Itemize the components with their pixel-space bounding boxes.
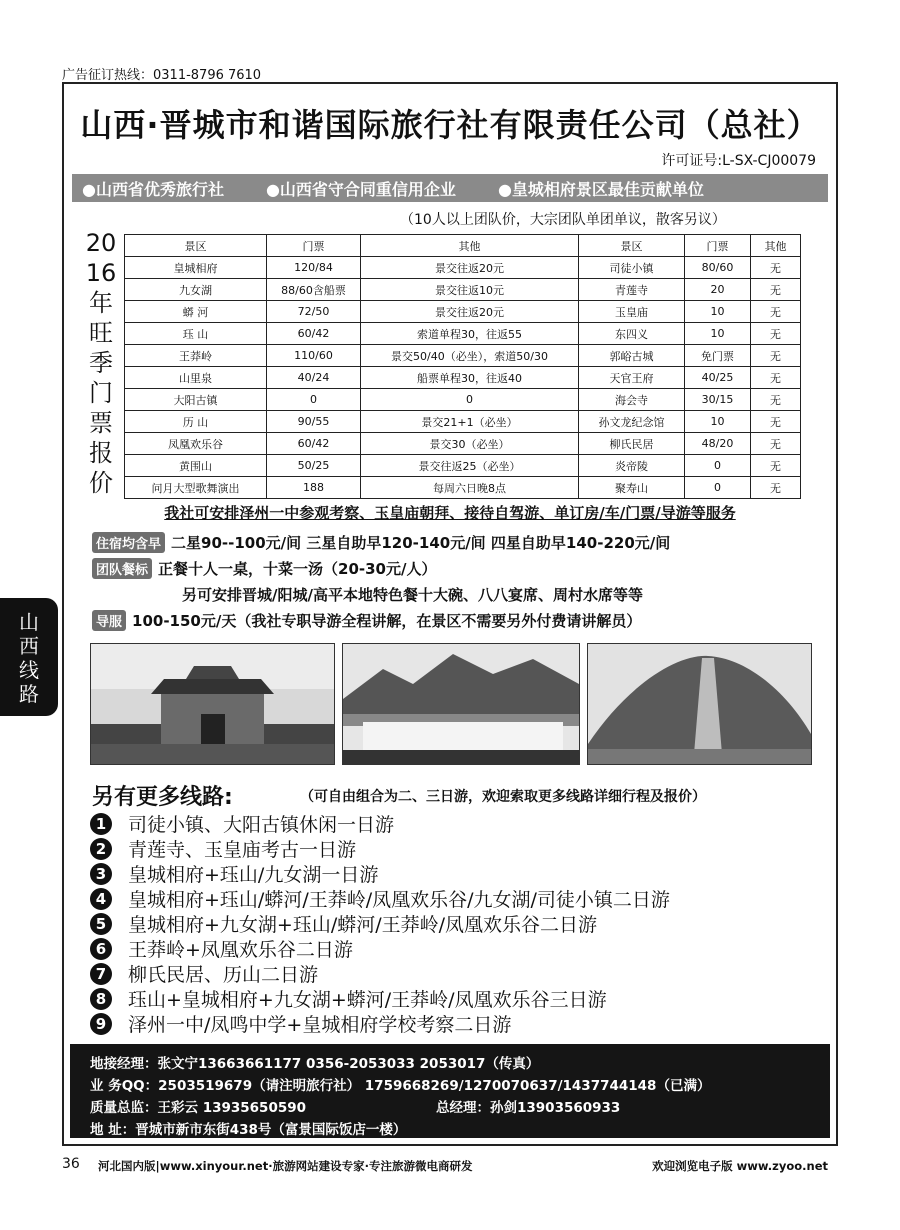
table-cell: 青莲寺 <box>579 279 685 301</box>
side-tab-text: 山西线路 <box>19 610 39 706</box>
table-row <box>125 455 801 477</box>
table-header-cell: 门票 <box>685 235 751 257</box>
table-cell: 蟒 河 <box>125 301 267 323</box>
services-line: 我社可安排泽州一中参观考察、玉皇庙朝拜、接待自驾游、单订房/车/门票/导游等服务 <box>164 504 736 522</box>
table-cell: 80/60 <box>685 257 751 279</box>
table-cell: 无 <box>751 433 801 455</box>
table-cell: 历 山 <box>125 411 267 433</box>
table-cell: 景交往返10元 <box>361 279 579 301</box>
route-text: 王莽岭+凤凰欢乐谷二日游 <box>128 939 353 961</box>
table-cell: 10 <box>685 301 751 323</box>
table-cell: 无 <box>751 279 801 301</box>
route-text: 珏山+皇城相府+九女湖+蟒河/王莽岭/凤凰欢乐谷三日游 <box>128 989 607 1011</box>
meals-label: 团队餐标 <box>92 558 152 579</box>
table-cell: 海会寺 <box>579 389 685 411</box>
route-text: 青莲寺、玉皇庙考古一日游 <box>128 839 357 861</box>
ticket-price-table <box>124 234 801 499</box>
route-item <box>90 985 607 1012</box>
table-cell: 10 <box>685 323 751 345</box>
route-text: 司徒小镇、大阳古镇休闲一日游 <box>128 814 395 836</box>
table-cell: 10 <box>685 411 751 433</box>
table-cell: 景交往返20元 <box>361 301 579 323</box>
table-row <box>125 477 801 499</box>
photo-mountain-steps <box>587 643 812 765</box>
guide-text: 100-150元/天（我社专职导游全程讲解，在景区不需要另外付费请讲解员） <box>132 612 642 630</box>
route-number: 9 <box>90 1013 112 1035</box>
table-cell: 110/60 <box>267 345 361 367</box>
honors-bar <box>72 174 828 202</box>
table-cell: 0 <box>361 389 579 411</box>
table-cell: 72/50 <box>267 301 361 323</box>
table-row <box>125 367 801 389</box>
footer-left: 河北国内版|www.xinyour.net·旅游网站建设专家·专注旅游微电商研发 <box>98 1159 473 1173</box>
table-cell: 60/42 <box>267 323 361 345</box>
table-cell: 孙文龙纪念馆 <box>579 411 685 433</box>
table-row <box>125 345 801 367</box>
contact-qq: 业 务QQ：2503519679（请注明旅行社） 1759668269/1270070637/1437744148（已满） <box>90 1078 711 1094</box>
meals-line <box>92 558 436 579</box>
route-number: 2 <box>90 838 112 860</box>
table-cell: 索道单程30，往返55 <box>361 323 579 345</box>
route-number: 8 <box>90 988 112 1010</box>
table-cell: 60/42 <box>267 433 361 455</box>
table-cell: 郭峪古城 <box>579 345 685 367</box>
table-row <box>125 301 801 323</box>
price-vertical-title: 2016年旺季门票报价 <box>85 229 117 497</box>
table-cell: 景交往返20元 <box>361 257 579 279</box>
route-number: 5 <box>90 913 112 935</box>
guide-line <box>92 610 641 631</box>
table-cell: 黄围山 <box>125 455 267 477</box>
route-item <box>90 860 378 887</box>
table-header-cell: 景区 <box>125 235 267 257</box>
route-item <box>90 885 670 912</box>
table-header-row <box>125 235 801 257</box>
table-header-cell: 门票 <box>267 235 361 257</box>
table-cell: 无 <box>751 367 801 389</box>
table-cell: 玉皇庙 <box>579 301 685 323</box>
table-cell: 40/25 <box>685 367 751 389</box>
table-row <box>125 257 801 279</box>
ad-hotline: 广告征订热线：0311-8796 7610 <box>62 68 262 83</box>
photo-waterfall-dam <box>342 643 580 765</box>
more-routes-note: （可自由组合为二、三日游，欢迎索取更多线路详细行程及报价） <box>300 789 706 805</box>
meals-extra: 另可安排晋城/阳城/高平本地特色餐十大碗、八八宴席、周村水席等等 <box>182 586 643 604</box>
table-cell: 188 <box>267 477 361 499</box>
table-cell: 凤凰欢乐谷 <box>125 433 267 455</box>
table-cell: 120/84 <box>267 257 361 279</box>
lodging-label: 住宿均含早 <box>92 532 165 553</box>
table-cell: 无 <box>751 345 801 367</box>
table-body <box>125 257 801 499</box>
table-cell: 船票单程30，往返40 <box>361 367 579 389</box>
route-text: 泽州一中/凤鸣中学+皇城相府学校考察二日游 <box>128 1014 512 1036</box>
route-number: 6 <box>90 938 112 960</box>
route-item <box>90 960 318 987</box>
table-cell: 王莽岭 <box>125 345 267 367</box>
table-header-cell: 景区 <box>579 235 685 257</box>
license-number: 许可证号:L-SX-CJ00079 <box>661 153 816 169</box>
meals-text: 正餐十人一桌，十菜一汤（20-30元/人） <box>158 560 437 578</box>
side-tab-shanxi-routes <box>0 598 58 716</box>
route-number: 7 <box>90 963 112 985</box>
table-cell: 40/24 <box>267 367 361 389</box>
table-cell: 90/55 <box>267 411 361 433</box>
contact-quality: 质量总监：王彩云 13935650590 <box>90 1100 307 1116</box>
table-cell: 皇城相府 <box>125 257 267 279</box>
table-cell: 九女湖 <box>125 279 267 301</box>
route-number: 3 <box>90 863 112 885</box>
table-cell: 景交30（必坐） <box>361 433 579 455</box>
contact-gm: 总经理：孙剑13903560933 <box>436 1100 621 1116</box>
contact-panel <box>70 1044 830 1138</box>
page-number: 36 <box>62 1156 80 1172</box>
company-title: 山西·晋城市和谐国际旅行社有限责任公司（总社） <box>80 106 820 144</box>
table-cell: 景交21+1（必坐） <box>361 411 579 433</box>
table-cell: 珏 山 <box>125 323 267 345</box>
table-cell: 0 <box>685 455 751 477</box>
photo-huangcheng-gate <box>90 643 335 765</box>
route-text: 皇城相府+九女湖+珏山/蟒河/王莽岭/凤凰欢乐谷二日游 <box>128 914 598 936</box>
table-cell: 20 <box>685 279 751 301</box>
table-cell: 炎帝陵 <box>579 455 685 477</box>
table-cell: 30/15 <box>685 389 751 411</box>
honor-1: ●山西省优秀旅行社 <box>82 179 224 199</box>
table-cell: 大阳古镇 <box>125 389 267 411</box>
table-cell: 司徒小镇 <box>579 257 685 279</box>
table-cell: 东四义 <box>579 323 685 345</box>
table-cell: 天官王府 <box>579 367 685 389</box>
footer-right: 欢迎浏览电子版 www.zyoo.net <box>652 1159 828 1173</box>
table-cell: 0 <box>267 389 361 411</box>
table-cell: 0 <box>685 477 751 499</box>
table-cell: 问月大型歌舞演出 <box>125 477 267 499</box>
table-cell: 无 <box>751 301 801 323</box>
route-item <box>90 810 394 837</box>
lodging-line <box>92 532 670 553</box>
table-cell: 48/20 <box>685 433 751 455</box>
table-cell: 景交50/40（必坐），索道50/30 <box>361 345 579 367</box>
table-cell: 山里泉 <box>125 367 267 389</box>
route-item <box>90 935 353 962</box>
table-cell: 无 <box>751 411 801 433</box>
guide-label: 导服 <box>92 610 126 631</box>
lodging-text: 二星90--100元/间 三星自助早120-140元/间 四星自助早140-220元/间 <box>171 534 671 552</box>
table-cell: 无 <box>751 455 801 477</box>
route-number: 4 <box>90 888 112 910</box>
table-cell: 无 <box>751 323 801 345</box>
table-cell: 50/25 <box>267 455 361 477</box>
table-cell: 聚寿山 <box>579 477 685 499</box>
honor-2: ●山西省守合同重信用企业 <box>265 179 456 199</box>
table-cell: 免门票 <box>685 345 751 367</box>
table-cell: 景交往返25（必坐） <box>361 455 579 477</box>
table-cell: 柳氏民居 <box>579 433 685 455</box>
route-number: 1 <box>90 813 112 835</box>
price-note: （10人以上团队价，大宗团队单团单议，散客另议） <box>400 212 726 228</box>
table-cell: 88/60含船票 <box>267 279 361 301</box>
route-text: 皇城相府+珏山/蟒河/王莽岭/凤凰欢乐谷/九女湖/司徒小镇二日游 <box>128 889 670 911</box>
table-row <box>125 323 801 345</box>
route-item <box>90 835 356 862</box>
table-row <box>125 411 801 433</box>
table-row <box>125 433 801 455</box>
table-header-cell: 其他 <box>751 235 801 257</box>
more-routes-title: 另有更多线路: <box>92 785 233 810</box>
contact-manager: 地接经理：张文宁13663661177 0356-2053033 2053017（传真） <box>90 1056 540 1072</box>
table-header-cell: 其他 <box>361 235 579 257</box>
table-row <box>125 279 801 301</box>
table-cell: 无 <box>751 389 801 411</box>
table-cell: 无 <box>751 477 801 499</box>
route-text: 柳氏民居、历山二日游 <box>128 964 319 986</box>
table-row <box>125 389 801 411</box>
honor-3: ●皇城相府景区最佳贡献单位 <box>497 179 704 199</box>
table-cell: 无 <box>751 257 801 279</box>
table-cell: 每周六日晚8点 <box>361 477 579 499</box>
contact-address: 地 址：晋城市新市东街438号（富景国际饭店一楼） <box>90 1122 407 1138</box>
route-item <box>90 1010 511 1037</box>
route-item <box>90 910 597 937</box>
route-text: 皇城相府+珏山/九女湖一日游 <box>128 864 379 886</box>
